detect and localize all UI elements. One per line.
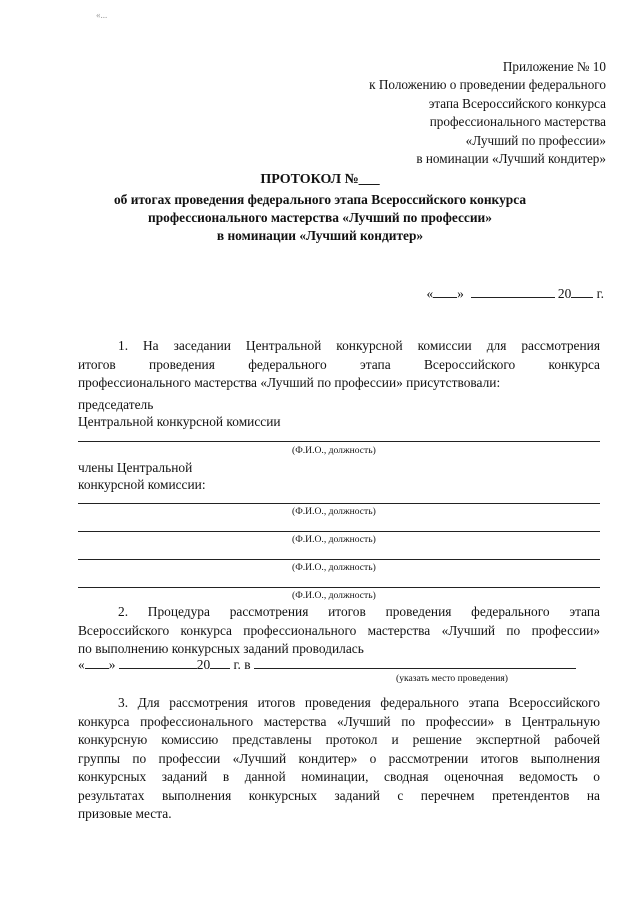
date-suffix: г. (596, 286, 604, 301)
subtitle-line: в номинации «Лучший кондитер» (216, 227, 424, 243)
annex-line: этапа Всероссийского конкурса (428, 95, 606, 111)
place-prefix: г. в (233, 657, 251, 672)
place-caption: (указать место проведения) (396, 673, 508, 684)
section-2-line: по выполнению конкурсных заданий проводилась (78, 641, 364, 656)
day-blank[interactable] (433, 285, 457, 298)
section-3-line: 3. Для рассмотрения итогов проведения федерального этапа Всероссийского (118, 695, 600, 710)
section-3-line: конкурса профессионального мастерства «Лучший по профессии» в Центральную (78, 713, 600, 729)
fio-caption: (Ф.И.О., должность) (292, 590, 376, 601)
annex-line: в номинации «Лучший кондитер» (416, 151, 606, 167)
month-blank[interactable] (119, 656, 197, 669)
section-3-line: группы по профессии «Лучший кондитер» о рассмотрении итогов выполнения (78, 750, 600, 766)
header-mark: «... (96, 10, 108, 20)
section-3-line: конкурсных заданий в данной номинации, сводная оценочная ведомость о (78, 769, 600, 784)
fio-caption: (Ф.И.О., должность) (292, 534, 376, 545)
members-label: конкурсной комиссии: (78, 477, 206, 492)
date-year: 20 (557, 286, 572, 301)
section-1-line: итогов проведения федерального этапа Всероссийского конкурса (78, 356, 600, 372)
fio-caption: (Ф.И.О., должность) (292, 562, 376, 573)
member-signature-line[interactable] (78, 503, 600, 504)
protocol-title: ПРОТОКОЛ №___ (260, 172, 380, 187)
section-3-line: конкурсную комиссию представлены протокол и решение экспертной рабочей (78, 732, 600, 747)
fio-caption: (Ф.И.О., должность) (292, 506, 376, 517)
year-blank[interactable] (571, 285, 593, 298)
member-signature-line[interactable] (78, 587, 600, 588)
member-signature-line[interactable] (78, 559, 600, 560)
date-quote-open: « (426, 286, 434, 301)
chair-label: председатель (78, 397, 154, 412)
chair-signature-line[interactable] (78, 441, 600, 442)
date-quote-close: » (457, 286, 464, 301)
date-year: 20 (196, 657, 211, 672)
protocol-subtitle (0, 191, 640, 244)
annex-block (369, 58, 606, 168)
subtitle-line: об итогах проведения федерального этапа Всероссийского конкурса (113, 192, 527, 207)
section-2-paragraph (78, 603, 600, 659)
section-2-line: Всероссийского конкурса профессионального мастерства «Лучший по профессии» (78, 622, 600, 638)
annex-line: профессионального мастерства (429, 114, 606, 130)
annex-number: Приложение № 10 (502, 59, 606, 74)
section-3-paragraph (78, 694, 600, 824)
section-1-line: 1. На заседании Центральной конкурсной комиссии для рассмотрения (118, 338, 600, 353)
year-blank[interactable] (210, 656, 230, 669)
place-blank[interactable] (254, 656, 576, 669)
section-2-line: 2. Процедура рассмотрения итогов проведения федерального этапа (118, 604, 600, 619)
protocol-date (426, 285, 604, 302)
section-3-line: результатах выполнения конкурсных заданий с перечнем претендентов на (78, 787, 600, 803)
annex-line: «Лучший по профессии» (465, 132, 606, 148)
date-quote-open: « (78, 657, 85, 672)
month-blank[interactable] (471, 285, 555, 298)
annex-line: к Положению о проведении федерального (369, 77, 606, 93)
section-3-line: призовые места. (78, 806, 172, 821)
date-quote-close: » (108, 657, 116, 672)
day-blank[interactable] (85, 656, 109, 669)
chair-label: Центральной конкурсной комиссии (78, 414, 281, 429)
section-2-date-place (78, 656, 576, 674)
subtitle-line: профессионального мастерства «Лучший по профессии» (148, 209, 492, 225)
members-label: члены Центральной (78, 460, 193, 475)
fio-caption: (Ф.И.О., должность) (292, 445, 376, 456)
section-1-line: профессионального мастерства «Лучший по профессии» присутствовали: (78, 375, 501, 390)
member-signature-line[interactable] (78, 531, 600, 532)
section-1-paragraph (78, 337, 600, 393)
